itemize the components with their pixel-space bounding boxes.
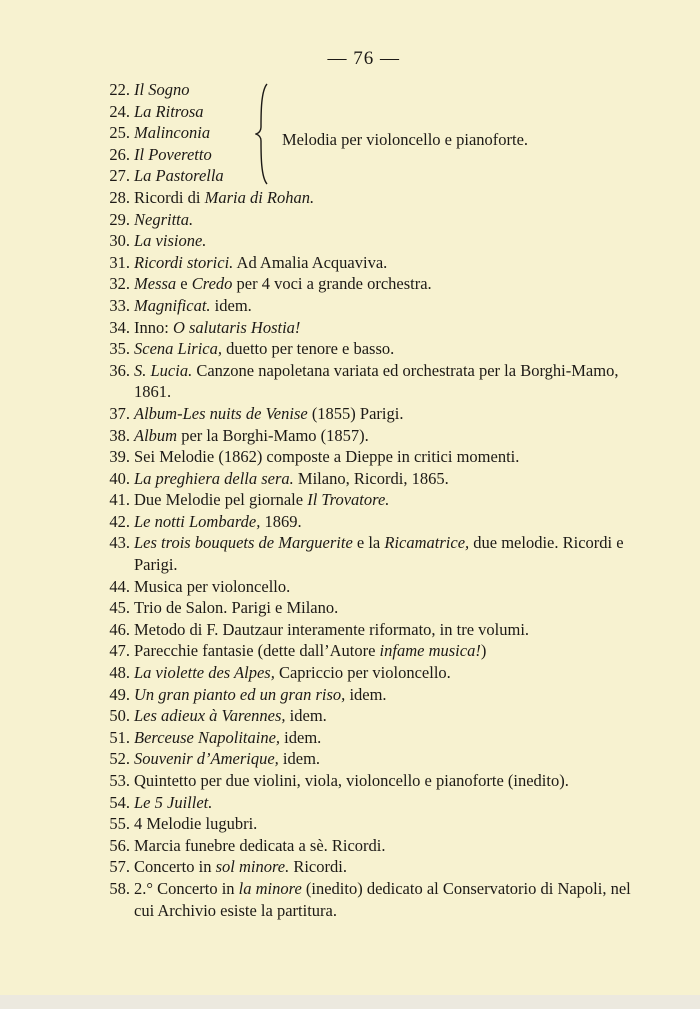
entry-number: 29. [109,209,130,229]
entry-text: Inno: [134,317,173,337]
list-item [0,338,700,360]
list-item [0,597,700,619]
list-item [0,273,700,295]
entry-title: Les adieux à Varennes, [134,706,286,726]
entry-text: Quintetto per due violini, viola, violoncello e pianoforte (inedito). [134,771,569,790]
list-item [0,705,700,727]
list-item [0,684,700,706]
list-item [0,360,700,403]
entry-title: Scena Lirica, [134,339,222,359]
entry-title: Le 5 Juillet. [134,792,213,812]
entry-number: 34. [109,317,130,337]
entry-number: 35. [109,339,130,359]
entry-title: La Ritrosa [134,101,204,121]
entry-title: Ricordi storici. [134,252,234,272]
group-label: Melodia per violoncello e pianoforte. [282,130,529,149]
list-item [0,727,700,749]
entry-number: 48. [109,663,130,683]
list-item [0,295,700,317]
entry-number: 28. [109,187,130,207]
entry-number: 31. [109,252,130,272]
entry-title: Malinconia [134,123,211,143]
list-item [0,403,700,425]
entry-number: 49. [109,684,130,704]
entry-text: e la [352,533,385,553]
page-number: — 76 — [327,48,400,69]
list-item [0,468,700,490]
entry-text: idem. [278,749,321,769]
entry-number: 53. [109,771,130,790]
entry-title: Credo [191,274,233,294]
list-item [0,230,700,252]
entry-number: 24. [109,101,130,121]
entry-text: idem. [285,706,327,726]
entry-text: idem. [210,295,252,315]
entry-title: Souvenir d’Amerique, [134,749,279,769]
list-item [0,489,700,511]
entry-number: 46. [109,619,130,639]
entry-number: 47. [109,641,130,661]
entry-number: 25. [109,123,130,143]
entry-title: la minore [238,878,302,898]
entry-number: 58. [109,878,130,898]
entry-number: 54. [109,792,130,812]
entry-text: Capriccio per violoncello. [274,663,451,683]
list-item [0,101,700,123]
entry-title: Le notti Lombarde, [134,511,261,531]
entry-number: 40. [109,468,130,488]
entry-text: Milano, Ricordi, 1865. [293,468,449,488]
list-item [0,748,700,770]
entry-text: Ad Amalia Acquaviva. [233,252,388,272]
entry-number: 27. [109,166,130,186]
list-item [0,662,700,684]
list-item [0,878,700,921]
list-item [0,619,700,641]
entry-text: Ricordi di [134,187,205,207]
entry-text: Marcia funebre dedicata a sè. Ricordi. [134,835,386,855]
list-item [0,187,700,209]
entry-title: Ricamatrice, [384,533,470,553]
list-item [0,792,700,814]
entry-title: Magnificat. [134,295,211,315]
entry-title: Berceuse Napolitaine, [134,727,281,747]
entry-text: Sei Melodie (1862) composte a Dieppe in critici momenti. [134,447,520,467]
list-item [0,165,700,187]
entry-text: due melodie. Ricordi e Parigi. [134,533,624,575]
entry-title: O salutaris Hostia! [172,317,301,337]
entry-text: idem. [345,684,387,704]
entry-text: Due Melodie pel giornale [134,490,308,510]
entry-title: infame musica! [379,641,481,661]
entry-text: 2.° Concerto in [134,878,239,898]
list-item [0,856,700,878]
entry-text: Trio de Salon. Parigi e Milano. [134,598,339,618]
entry-text: Parecchie fantasie (dette dall’Autore [134,641,380,661]
entry-title: Il Sogno [134,80,190,99]
entry-title: La violette des Alpes, [134,663,275,683]
entry-title: sol minore. [215,857,290,877]
entry-text: 1869. [260,511,302,531]
entry-title: Album [134,425,178,445]
entry-number: 36. [109,360,130,380]
entry-title: Les trois bouquets de Marguerite [134,533,353,553]
entry-title: Album-Les nuits de Venise [134,403,308,423]
entry-text: ) [480,641,487,661]
entry-text: Metodo di F. Dautzaur interamente riformato, in tre volumi. [134,619,530,639]
list-item [0,532,700,575]
entry-text: per la Borghi-Mamo (1857). [177,425,369,445]
entry-title: La Pastorella [134,166,224,186]
entry-number: 22. [109,80,130,99]
entry-number: 56. [109,835,130,855]
entry-text: Ricordi. [289,857,347,877]
entry-title: Il Trovatore. [307,490,390,510]
entry-number: 39. [109,447,130,467]
entry-number: 42. [109,511,130,531]
entry-text: idem. [280,727,322,747]
list-item [0,79,700,101]
entry-text: duetto per tenore e basso. [222,339,395,359]
entry-number: 57. [109,857,130,877]
entry-title: Il Poveretto [134,144,212,164]
entry-text: Canzone napoletana variata ed orchestrata per la Borghi-Mamo, 1861. [134,360,619,402]
list-item [0,252,700,274]
list-item [0,813,700,835]
entry-text: per 4 voci a grande orchestra. [232,274,432,294]
list-item [0,425,700,447]
entry-text: 4 Melodie lugubri. [134,814,258,834]
entry-text: Concerto in [134,857,216,877]
list-item [0,835,700,857]
entry-title: Un gran pianto ed un gran riso, [134,684,346,704]
entry-text: e [176,274,192,294]
entry-text: (1855) Parigi. [307,403,404,423]
entry-number: 51. [109,727,130,747]
entry-title: Messa [134,274,177,294]
list-item [0,209,700,231]
entry-title: La visione. [134,231,207,251]
entry-number: 55. [109,814,130,834]
entry-title: Maria di Rohan. [204,187,315,207]
brace-icon [255,83,271,185]
entry-number: 43. [109,533,130,553]
entry-title: S. Lucia. [134,360,193,380]
entry-text: Musica per violoncello. [134,576,291,596]
entry-number: 38. [109,425,130,445]
entry-number: 37. [109,403,130,423]
entry-title: Negritta. [134,209,194,229]
list-item [0,317,700,339]
entry-number: 30. [109,231,130,251]
entry-text: (inedito) dedicato al Conservatorio di Napoli, nel cui Archivio esiste la partitura. [134,878,631,920]
entry-title: La preghiera della sera. [134,468,294,488]
list-item [0,576,700,598]
melody-group [0,79,700,187]
list-item [0,640,700,662]
entry-number: 50. [109,706,130,726]
entry-number: 26. [109,144,130,164]
list-item [0,446,700,468]
list-item [0,511,700,533]
entry-number: 41. [109,490,130,510]
works-list [0,79,700,921]
entry-number: 44. [109,576,130,596]
entry-number: 52. [109,749,130,769]
entry-number: 32. [109,274,130,294]
entry-number: 45. [109,598,130,618]
list-item [0,770,700,792]
entry-number: 33. [109,295,130,315]
page-edge [0,995,700,1009]
